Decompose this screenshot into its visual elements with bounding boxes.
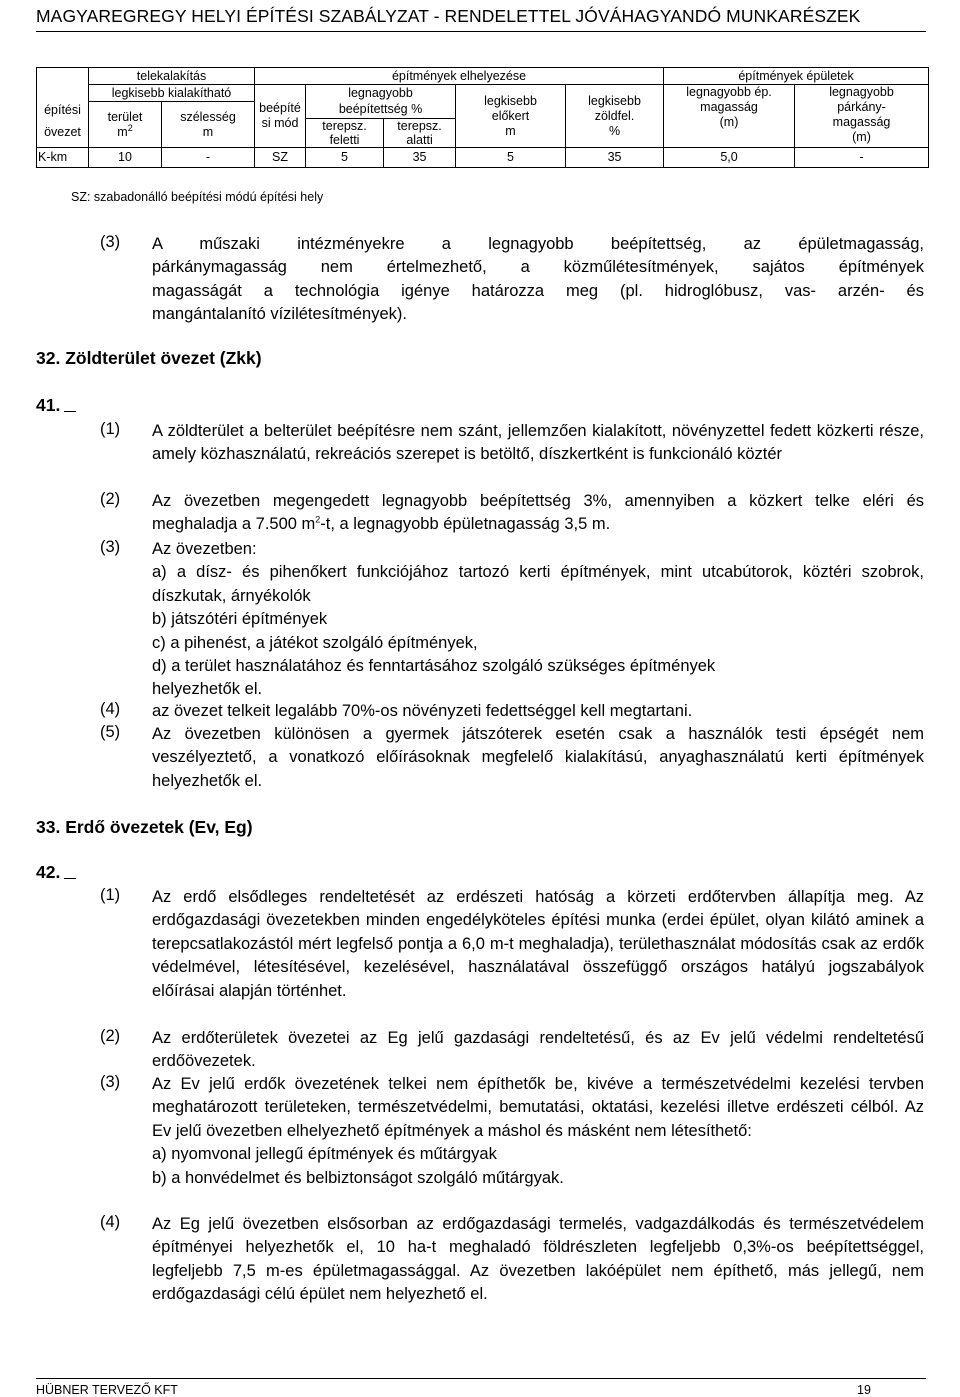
- paragraph-number: (2): [100, 1027, 121, 1045]
- paragraph-number: (3): [100, 1073, 121, 1091]
- paragraph-42-3: Az Ev jelű erdők övezetének telkei nem építhetők be, kivéve a természetvédelmi kezelési tervben meghatározott területeken, természetvédelmi, bemutatási, oktatási, kezelési illetve erdészeti célból. Az Ev jelű övezetben elhelyezhető építmények a máshol és másként nem létesíthető: a) nyomvonal jellegű építmények és műtárgyak b) a honvédelmet és belbiztonságot szolgáló műtárgyak.: [152, 1075, 924, 1187]
- col-header-terepszint-alatti: terepsz. alatti: [384, 119, 456, 148]
- col-header-epitesi: építési: [37, 102, 89, 119]
- footer-company: HÜBNER TERVEZŐ KFT: [36, 1383, 178, 1397]
- section-heading-33: 33. Erdő övezetek (Ev, Eg): [36, 817, 253, 837]
- table-cell: -: [795, 148, 929, 168]
- col-header-szelesseg: szélesség m: [162, 102, 255, 148]
- group-header-telekalakitas: telekalakítás: [89, 68, 255, 85]
- section-heading-32: 32. Zöldterület övezet (Zkk): [36, 348, 262, 368]
- zoning-parameters-table: [36, 67, 929, 168]
- col-header-beepitesi-mod: beépíté si mód: [255, 85, 306, 148]
- col-header-legnagyobb: legnagyobb: [306, 85, 456, 102]
- paragraph-42-1: Az erdő elsődleges rendeltetését az erdészeti hatóság a körzeti erdőtervben állapítja meg. Az erdőgazdasági övezetekben minden engedélyköteles építési munka (erdei épület, olyan kilátó aminek a terepcsatlakozástól mért legfelső pontja a 6,0 m-t meghaladja), területhasználat módosítás csak az erdők védelmével, létesítésével, kezelésével, használatával összefüggő országos hatályú jogszabályok előírásai alapján történhet.: [152, 888, 924, 1000]
- paragraph-41-2: Az övezetben megengedett legnagyobb beépítettség 3%, amennyiben a közkert telke eléri és meghaladja a 7.500 $m^2-t$, a legnagyobb épületnagasság 3,5 m.: [152, 492, 924, 534]
- group-header-elhelyezes: építmények elhelyezése: [255, 68, 664, 85]
- table-cell: 10: [89, 148, 162, 168]
- group-header-epuletek: építmények épületek: [664, 68, 929, 85]
- paragraph-number: (5): [100, 723, 121, 741]
- col-header-elokert: legkisebb előkert m: [456, 85, 566, 148]
- paragraph-41-4: az övezet telkeit legalább 70%-os növényzeti fedettséggel kell megtartani.: [152, 702, 693, 720]
- paragraph-number: (3): [100, 538, 121, 556]
- paragraph-41-1: A zöldterület a belterület beépítésre nem szánt, jellemzően kialakított, növényzettel fedett közkerti része, amely közhasználatú, rekreációs szerepet is betöltő, díszkertként is funkcionáló köztér: [152, 422, 924, 464]
- col-header-zoldfelulet: legkisebb zöldfel. %: [566, 85, 664, 148]
- paragraph-number: (4): [100, 1213, 121, 1231]
- paragraph-42-4: Az Eg jelű övezetben elsősorban az erdőgazdasági termelés, vadgazdálkodás és természetvédelem építményei helyezhetők el, 10 ha-t meghaladó földrészleten legfeljebb 0,3%-os beépítettséggel, legfeljebb 7,5 m-es épületmagassággal. Az övezetben lakóépület nem építhető, más jellegű, nem erdőgazdasági célú épület nem helyezhető el.: [152, 1215, 924, 1304]
- subgroup-header-kialakithato: legkisebb kialakítható: [89, 85, 255, 102]
- table-footnote: SZ: szabadonálló beépítési módú építési hely: [71, 190, 324, 204]
- col-header-parkanymagassag: legnagyobb párkány- magasság (m): [795, 85, 929, 148]
- col-header-ovezet: övezet: [37, 119, 89, 148]
- paragraph-number: (2): [100, 490, 121, 508]
- table-cell: SZ: [255, 148, 306, 168]
- table-cell: 5: [306, 148, 384, 168]
- section-number-42: 42.: [36, 862, 76, 883]
- table-cell: 5: [456, 148, 566, 168]
- table-cell: K-km: [37, 148, 89, 168]
- col-header-epuletmagassag: legnagyobb ép. magasság (m): [664, 85, 795, 148]
- page-number: 19: [857, 1383, 871, 1397]
- table-cell: 35: [384, 148, 456, 168]
- col-header-beepitettseg: beépítettség %: [306, 102, 456, 119]
- header-divider: [36, 31, 926, 32]
- footer-divider: [36, 1378, 926, 1379]
- section-number-41: 41.: [36, 395, 76, 416]
- col-header-terepszint-feletti: terepsz. feletti: [306, 119, 384, 148]
- table-cell: -: [162, 148, 255, 168]
- paragraph-number: (4): [100, 700, 121, 718]
- paragraph-number: (3): [100, 233, 121, 251]
- paragraph-technical-facilities: A műszaki intézményekre a legnagyobb beépítettség, az épületmagasság, párkánymagasság nem értelmezhető, a közműlétesítmények, sajátos építmények magasságát a technológia igénye határozza meg (pl. hidroglóbusz, vas- arzén- és mangántalanító vízilétesítmények).: [152, 235, 924, 324]
- col-header-epitesi-ovezet-top: [37, 68, 89, 85]
- col-header-terulet: terület $m^2$: [89, 102, 162, 148]
- paragraph-41-3: Az övezetben: a) a dísz- és pihenőkert funkciójához tartozó kerti építmények, mint utcabútorok, köztéri szobrok, díszkutak, árnyékolók b) játszótéri építmények c) a pihenést, a játékot szolgáló építmények, d) a terület használatához és fenntartásához szolgáló szükséges építmények helyezhetők el.: [152, 540, 924, 699]
- paragraph-number: (1): [100, 886, 121, 904]
- table-cell: 5,0: [664, 148, 795, 168]
- paragraph-41-5: Az övezetben különösen a gyermek játszóterek esetén csak a használók testi épségét nem veszélyeztető, a vonatkozó előírásoknak megfelelő kialakítású, anyaghasználatú kerti építmények helyezhetők el.: [152, 725, 924, 790]
- paragraph-number: (1): [100, 420, 121, 438]
- page-header-title: MAGYAREGREGY HELYI ÉPÍTÉSI SZABÁLYZAT - RENDELETTEL JÓVÁHAGYANDÓ MUNKARÉSZEK: [36, 6, 861, 26]
- paragraph-42-2: Az erdőterületek övezetei az Eg jelű gazdasági rendeltetésű, és az Ev jelű védelmi rendeltetésű erdőövezetek.: [152, 1029, 924, 1071]
- table-cell: 35: [566, 148, 664, 168]
